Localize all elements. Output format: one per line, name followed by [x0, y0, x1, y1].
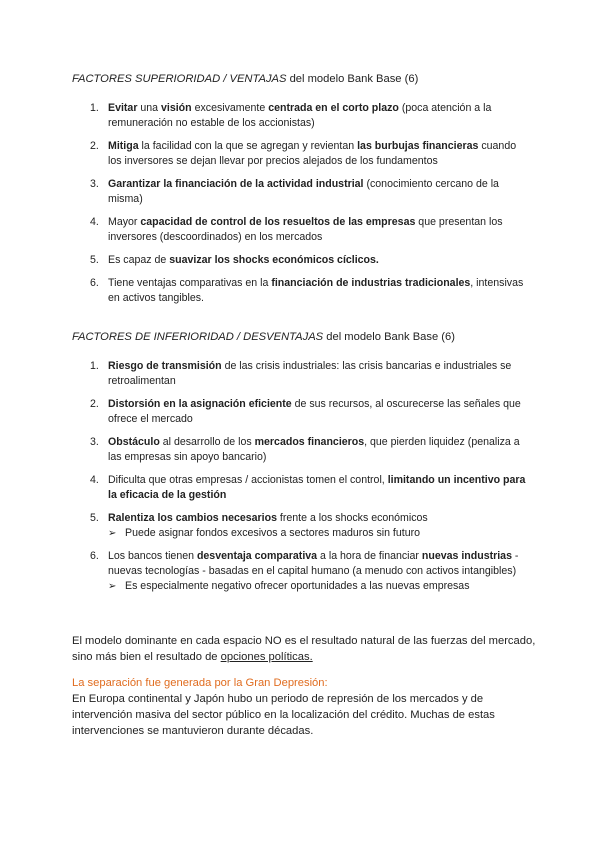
list-number: 6. [90, 277, 99, 289]
text: Mayor [108, 216, 141, 228]
bold-text: desventaja comparativa [196, 550, 318, 562]
text: Los bancos tienen [108, 550, 197, 562]
text: , intensivas en activos tangibles. [108, 277, 524, 304]
list-number: 2. [90, 398, 99, 410]
advantage-item-2 [90, 139, 530, 169]
conclusion-underlined: opciones políticas. [220, 651, 313, 663]
disadvantage-subitem-6 [108, 579, 530, 594]
text: Es capaz de [108, 254, 170, 266]
list-number: 1. [90, 360, 99, 372]
text: de sus recursos, al oscurecerse las señales que ofrece el mercado [108, 398, 521, 425]
arrow-bullet-icon: ➢ [108, 528, 117, 539]
list-number: 1. [90, 102, 99, 114]
text: frente a los shocks económicos [276, 512, 428, 524]
text: - nuevas tecnologías - basadas en el capital humano (a menudo con activos intangibles) [108, 550, 519, 577]
disadvantage-item-3 [90, 435, 530, 465]
advantages-list [90, 101, 530, 314]
text: al desarrollo de los [159, 436, 255, 448]
list-number: 3. [90, 436, 99, 448]
list-number: 2. [90, 140, 99, 152]
arrow-bullet-icon: ➢ [108, 581, 117, 592]
text: (conocimiento cercano de la misma) [108, 178, 499, 205]
list-number: 4. [90, 474, 99, 486]
gran-depresion-body: En Europa continental y Japón hubo un periodo de represión de los mercados y de intervención masiva del sector público en la localización del crédito. Muchas de estas intervenciones se mantuvieron durante décadas. [72, 693, 495, 737]
bold-text: capacidad de control de los resueltos de las empresas [140, 216, 416, 228]
list-number: 3. [90, 178, 99, 190]
disadvantage-item-6 [90, 549, 530, 579]
gran-depresion-heading: La separación fue generada por la Gran Depresión: [72, 677, 328, 689]
subitem-text: Es especialmente negativo ofrecer oportunidades a las nuevas empresas [125, 580, 470, 592]
bold-text: limitando un incentivo para la eficacia de la gestión [108, 474, 526, 501]
disadvantages-list [90, 359, 530, 602]
section1-heading [72, 72, 418, 87]
text: Dificulta que otras empresas / accionistas tomen el control, [108, 474, 388, 486]
text: a la hora de financiar [317, 550, 422, 562]
disadvantage-subitem-5 [108, 526, 530, 541]
advantage-item-6 [90, 276, 530, 306]
text: de las crisis industriales: las crisis bancarias e industriales se retroalimentan [108, 360, 512, 387]
bold-text: Ralentiza los cambios necesarios [108, 512, 277, 524]
bold-text: mercados financieros [254, 436, 365, 448]
advantage-item-3 [90, 177, 530, 207]
list-number: 4. [90, 216, 99, 228]
disadvantage-item-2 [90, 397, 530, 427]
bold-text: centrada en el corto plazo [268, 102, 399, 114]
conclusion-text: El modelo dominante en cada espacio NO es el resultado natural de las fuerzas del mercado, sino más bien el resultado de [72, 635, 536, 663]
bold-text: visión [161, 102, 192, 114]
disadvantage-item-5 [90, 511, 530, 526]
advantage-item-5 [90, 253, 530, 268]
advantage-item-1 [90, 101, 530, 131]
advantage-item-4 [90, 215, 530, 245]
text: (poca atención a la remuneración no estable de los accionistas) [108, 102, 492, 129]
bold-text: suavizar los shocks económicos cíclicos. [169, 254, 379, 266]
section2-heading [72, 330, 455, 345]
conclusion-paragraph [72, 633, 542, 665]
section1-heading-rest: del modelo Bank Base (6) [286, 73, 419, 85]
list-number: 5. [90, 512, 99, 524]
bold-text: Riesgo de transmisión [108, 360, 222, 372]
list-number: 5. [90, 254, 99, 266]
bold-text: nuevas industrias [421, 550, 512, 562]
text: Tiene ventajas comparativas en la [108, 277, 272, 289]
text: , que pierden liquidez (penaliza a las empresas sin apoyo bancario) [108, 436, 520, 463]
disadvantage-item-4 [90, 473, 530, 503]
text: que presentan los inversores (descoordinados) en los mercados [108, 216, 503, 243]
text: la facilidad con la que se agregan y revientan [138, 140, 358, 152]
section1-heading-italic: FACTORES SUPERIORIDAD / VENTAJAS [72, 73, 287, 85]
bold-text: Obstáculo [108, 436, 160, 448]
gran-depresion-block [72, 675, 542, 739]
bold-text: Evitar [108, 102, 138, 114]
text: cuando los inversores se dejan llevar por precios alejados de los fundamentos [108, 140, 517, 167]
text: una [137, 102, 162, 114]
bold-text: Mitiga [108, 140, 139, 152]
bold-text: financiación de industrias tradicionales [271, 277, 471, 289]
section2-heading-italic: FACTORES DE INFERIORIDAD / DESVENTAJAS [72, 331, 324, 343]
bold-text: Distorsión en la asignación eficiente [108, 398, 292, 410]
bold-text: Garantizar la financiación de la actividad industrial [108, 178, 364, 190]
section2-heading-rest: del modelo Bank Base (6) [323, 331, 455, 343]
subitem-text: Puede asignar fondos excesivos a sectores maduros sin futuro [125, 527, 421, 539]
bold-text: las burbujas financieras [357, 140, 479, 152]
disadvantage-item-1 [90, 359, 530, 389]
list-number: 6. [90, 550, 99, 562]
text: excesivamente [191, 102, 269, 114]
